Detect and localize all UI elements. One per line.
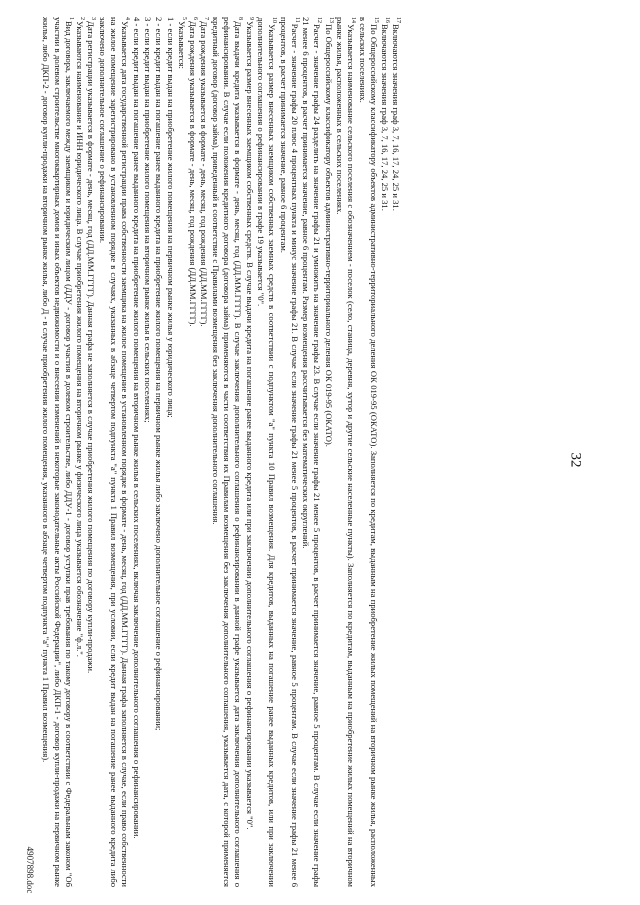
rotated-footnotes-block [40,17,600,887]
footnote-list-item: 1 - если кредит выдан на приобретение жилого помещения на первичном рынке жилья у юридического лица; [165,17,176,418]
footnote-2 [74,17,85,887]
footnote-15 [356,17,379,887]
footnote-1 [40,17,74,887]
footnote-marker: 4 [124,17,131,20]
footnote-list-item: 4 - если кредит выдан на погашение ранее выданного кредита на приобретение жилого помещения на вторичном рынке жилья в сельских поселениях, включая заключение дополнительного соглашения о рефинансировании. [131,17,142,839]
footnote-text: Расчет - значение графы 20 плюс 4 процентных пункта и минус значение графы 21. В случае если значение графы 21 менее 5 процентов, в расчет принимается значение, равное 5 процентам. В случае если значение графы 21 менее 6 процентов, в расчет принимается значение, равное 6 процентам. [278,17,300,887]
footnote-marker: 16 [384,17,391,23]
footnote-text: Дата выдачи кредита указывается в формате - день, месяц, год (ДД.ММ.ГГГГ). В случае заключения дополнительного соглашения о рефинансировании в данной графе указывается дата заключения дополнительного соглашения о рефинансировании. В случае если положения кредитного договора (договора займа) применяются в части соответствия их Правилам возмещения без заключения дополнительного соглашения, указывается дата, с которой применяется кредитный договор (договор займа), приведенный в соответствие с Правилами возмещения без заключения дополнительного соглашения. [210,17,244,887]
footnote-text: По Общероссийскому классификатору объектов административно-территориального деления ОК 019-95 (ОКАТО). [323,24,334,447]
footnote-text: Указывается: [176,21,187,69]
footnotes-list [40,17,600,887]
footnote-marker: 1 [67,17,74,20]
footnote-text: Дата рождения указывается в формате - день, месяц, год рождения (ДД.ММ.ГГГГ). [188,21,199,327]
page-number: 32 [567,452,584,468]
footnote-17 [390,17,401,887]
footnote-text: Указывается наименование сельского поселения с обозначением - поселок (село, станица, деревня, хутор и другие сельские населенные пункты). Заполняется по кредитам, выданным на приобретение жилых помещений на вторичном рынке жилья, расположенных в сельских поселениях. [335,17,357,887]
footnote-text: Дата рождения указывается в формате - день, месяц, год рождения (ДД.ММ.ГГГГ). [199,21,210,327]
footnote-11 [277,17,300,887]
footnote-marker: 3 [90,17,97,20]
footnote-4 [96,17,130,887]
footnote-list-item: 2 - если кредит выдан на погашение ранее выданного кредита на приобретение жилого помещения на первичном рынке жилья либо заключено дополнительное соглашение о рефинансировании; [154,17,165,731]
footnote-marker: 14 [350,17,357,23]
footnote-marker: 5 [180,17,187,20]
footnote-marker: 8 [237,17,244,20]
footnote-3 [85,17,96,887]
footnote-marker: 17 [395,17,402,23]
footnote-10 [255,17,278,887]
footnote-marker: 7 [203,17,210,20]
footnote-14 [334,17,357,887]
footnote-text: Указывается размер внесенных заемщиком собственных средств. В случае выдачи кредита на погашение ранее выданного кредита или при заключении дополнительного соглашения о рефинансировании указывается "0". [244,21,255,830]
footnote-marker: 9 [248,17,255,20]
footnote-6 [187,17,198,887]
footnote-16 [379,17,390,887]
footnote-12 [300,17,323,887]
footnote-text: Указываются наименование и ИНН юридического лица. В случае приобретения жилого помещения на вторичном рынке у физического лица указывается обозначение "ф.л.". [75,21,86,657]
footnote-marker: 2 [79,17,86,20]
footnote-text: Указывается размер внесенных заемщиком собственных заемных средств в соответствии с подпунктом "а" пункта 10 Правил возмещения. Для кредитов, выданных на погашение ранее выданных кредитов, или при заключении дополнительного соглашения о рефинансировании в графе 19 указывается "0". [255,17,278,887]
document-file-code: 4907898.doc [25,846,35,894]
footnote-list-item: 3 - если кредит выдан на приобретение жилого помещения на вторичном рынке жилья в сельских поселениях; [142,17,153,423]
footnote-text: Дата регистрации указывается в формате - день, месяц, год (ДД.ММ.ГГГГ). Данная графа не заполняется в случае приобретения жилого помещения по договору купли-продажи. [86,21,97,674]
footnote-marker: 10 [271,17,278,23]
footnote-text: Включаются значения граф 3, 7, 16, 17, 24, 25 и 31. [391,24,402,211]
footnote-8 [209,17,243,887]
footnote-text: Вид договора, заключаемого между заемщиком и юридическим лицом (ДДУ - договор участия в долевом строительстве, либо ДДУ-1 - договор уступки прав требования по такому договору в соответствии с Федеральным законом "Об участии в долевом строительстве многоквартирных домов и иных объектов недвижимости и о внесении изменений в некоторые законодательные акты Российской Федерации", либо ДКП-1 - договор купли-продажи на первичном рынке жилья, либо ДКП-2 - договор купли-продажи на вторичном рынке жилья, либо Д - в случае приобретения жилого помещения, указанного в абзаце четвертом подпункта "а" пункта 1 Правил возмещения). [41,17,74,887]
footnote-marker: 15 [372,17,379,23]
footnote-text: По Общероссийскому классификатору объектов административно-территориального деления ОК 019-95 (ОКАТО). Заполняется по кредитам, выданным на приобретение жилых помещений на вторичном рынке жилья, расположенных в сельских поселениях. [357,17,379,887]
footnote-text: Расчет - значение графы 24 разделить на значение графы 21 и умножить на значение графы 23. В случае если значение графы 21 менее 5 процентов, в расчет принимается значение, равное 5 процентам. В случае если значение графы 21 менее 6 процентов, в расчет принимается значение, равное 6 процентам. Размер возмещения рассчитывается без математических округлений. [301,17,323,887]
footnote-marker: 12 [316,17,323,23]
footnote-marker: 13 [327,17,334,23]
footnote-7 [198,17,209,887]
footnote-marker: 11 [293,17,300,23]
footnote-9 [243,17,254,887]
footnote-text: Указывается дата государственной регистрации права собственности заемщика на жилое помещение в установленном порядке в формате - день, месяц, год (ДД.ММ.ГГГГ). Данная графа заполняется в случае, если право собственности на жилое помещение зарегистрировано в установленном порядке в случаях, указанных в абзаце четвертом подпункта "а" пункта 1 Правил возмещения, при условии, если кредит выдан на погашение ранее выданного кредита либо заключено дополнительное соглашение о рефинансировании. [97,17,131,887]
footnote-5 [130,17,186,887]
footnote-13 [322,17,333,887]
footnote-text: Включаются значения граф 3, 7, 16, 17, 24, 25 и 31. [380,24,391,211]
footnote-marker: 6 [192,17,199,20]
